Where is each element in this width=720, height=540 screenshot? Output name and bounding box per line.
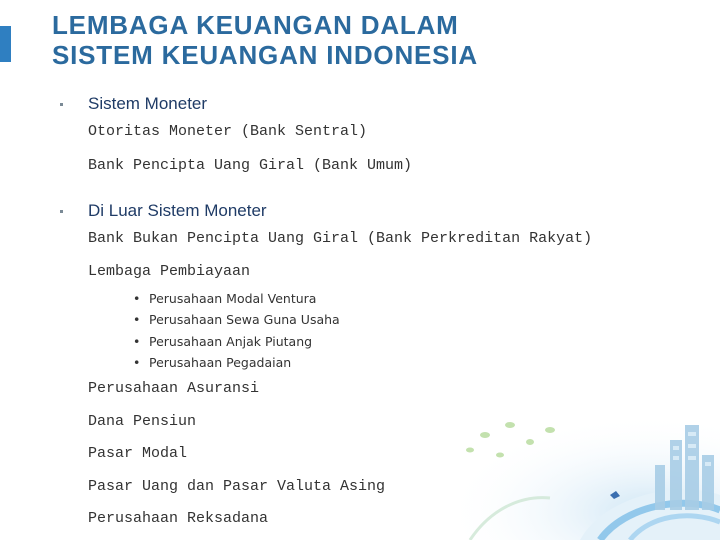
sub-bullet: • (133, 312, 141, 327)
list-item: Otoritas Moneter (Bank Sentral) (88, 123, 368, 140)
sub-list-item (133, 334, 312, 350)
accent-bar (0, 26, 11, 62)
section-heading-di-luar-sistem-moneter: Di Luar Sistem Moneter (88, 201, 267, 220)
list-item: Bank Bukan Pencipta Uang Giral (Bank Perkreditan Rakyat) (88, 230, 593, 247)
sub-list-item (133, 312, 340, 328)
bullet-marker (60, 210, 63, 213)
bullet-marker (60, 103, 63, 106)
list-item: Dana Pensiun (88, 413, 197, 430)
sub-bullet: • (133, 355, 141, 370)
list-item: Pasar Modal (88, 445, 188, 462)
sub-bullet: • (133, 291, 141, 306)
list-item: Perusahaan Reksadana (88, 510, 269, 527)
list-item: Bank Pencipta Uang Giral (Bank Umum) (88, 157, 413, 174)
title-line-2: SISTEM KEUANGAN INDONESIA (52, 40, 478, 70)
slide-title (52, 10, 478, 70)
sub-list-item-label: Perusahaan Sewa Guna Usaha (149, 312, 340, 327)
city-illustration (430, 400, 720, 540)
section-heading-sistem-moneter: Sistem Moneter (88, 94, 208, 113)
sub-list-item (133, 291, 316, 307)
sub-list-item-label: Perusahaan Pegadaian (149, 355, 292, 370)
sub-list-item-label: Perusahaan Modal Ventura (149, 291, 317, 306)
sub-bullet: • (133, 334, 141, 349)
sub-list-item (133, 355, 291, 371)
list-item: Lembaga Pembiayaan (88, 263, 251, 280)
title-line-1: LEMBAGA KEUANGAN DALAM (52, 10, 459, 40)
sub-list-item-label: Perusahaan Anjak Piutang (149, 334, 313, 349)
list-item: Pasar Uang dan Pasar Valuta Asing (88, 478, 386, 495)
list-item: Perusahaan Asuransi (88, 380, 260, 397)
